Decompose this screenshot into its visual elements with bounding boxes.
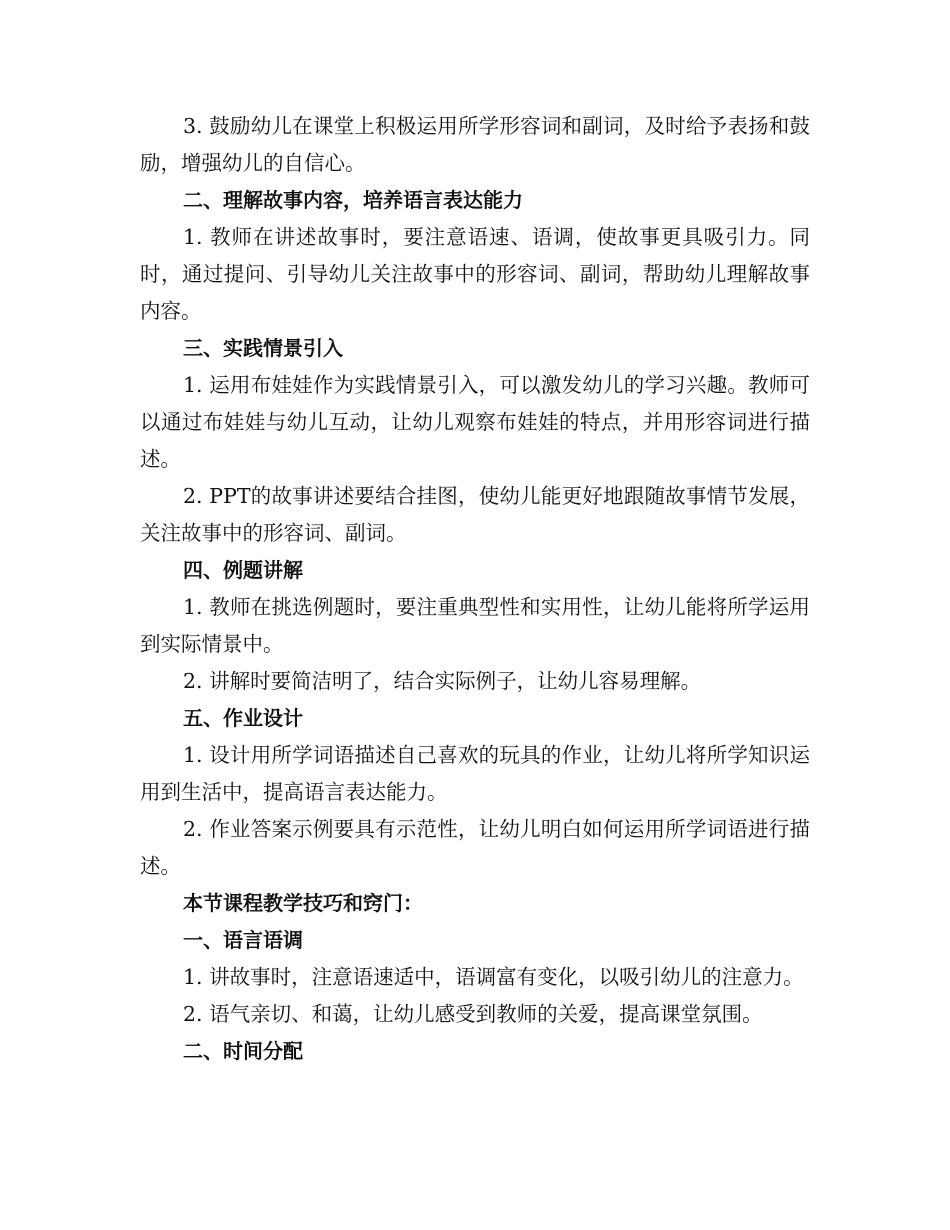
section-heading-homework: 五、作业设计 [183,706,303,730]
paragraph-tone-attitude: 2. 语气亲切、和蔼，让幼儿感受到教师的关爱，提高课堂氛围。 [183,1002,763,1026]
paragraph-storytelling: 1. 教师在讲述故事时，要注意语速、语调，使故事更具吸引力。同时，通过提问、引导幼儿关注故事中的形容词、副词，帮助幼儿理解故事内容。 [140,225,810,323]
paragraph-homework-design: 1. 设计用所学词语描述自己喜欢的玩具的作业，让幼儿将所学知识运用到生活中，提高语言表达能力。 [140,743,810,804]
paragraph-tone-speed: 1. 讲故事时，注意语速适中，语调富有变化，以吸引幼儿的注意力。 [183,965,804,989]
section-heading-time-allocation: 二、时间分配 [183,1039,303,1063]
paragraph-homework-answer: 2. 作业答案示例要具有示范性，让幼儿明白如何运用所学词语进行描述。 [140,817,810,878]
paragraph-doll-scenario: 1. 运用布娃娃作为实践情景引入，可以激发幼儿的学习兴趣。教师可以通过布娃娃与幼儿互动，让幼儿观察布娃娃的特点，并用形容词进行描述。 [140,373,810,471]
section-heading-teaching-tips: 本节课程教学技巧和窍门： [183,891,423,915]
section-heading-understand-story: 二、理解故事内容，培养语言表达能力 [183,188,523,212]
section-heading-tone: 一、语言语调 [183,928,303,952]
paragraph-example-selection: 1. 教师在挑选例题时，要注重典型性和实用性，让幼儿能将所学运用到实际情景中。 [140,595,810,656]
section-heading-examples: 四、例题讲解 [183,558,303,582]
paragraph-explanation: 2. 讲解时要简洁明了，结合实际例子，让幼儿容易理解。 [183,669,702,693]
paragraph-encourage-usage: 3. 鼓励幼儿在课堂上积极运用所学形容词和副词，及时给予表扬和鼓励，增强幼儿的自信心。 [140,114,810,175]
section-heading-practice-scenario: 三、实践情景引入 [183,336,343,360]
document-page [140,108,810,1070]
paragraph-ppt-story: 2. PPT的故事讲述要结合挂图，使幼儿能更好地跟随故事情节发展，关注故事中的形容词、副词。 [140,484,810,545]
